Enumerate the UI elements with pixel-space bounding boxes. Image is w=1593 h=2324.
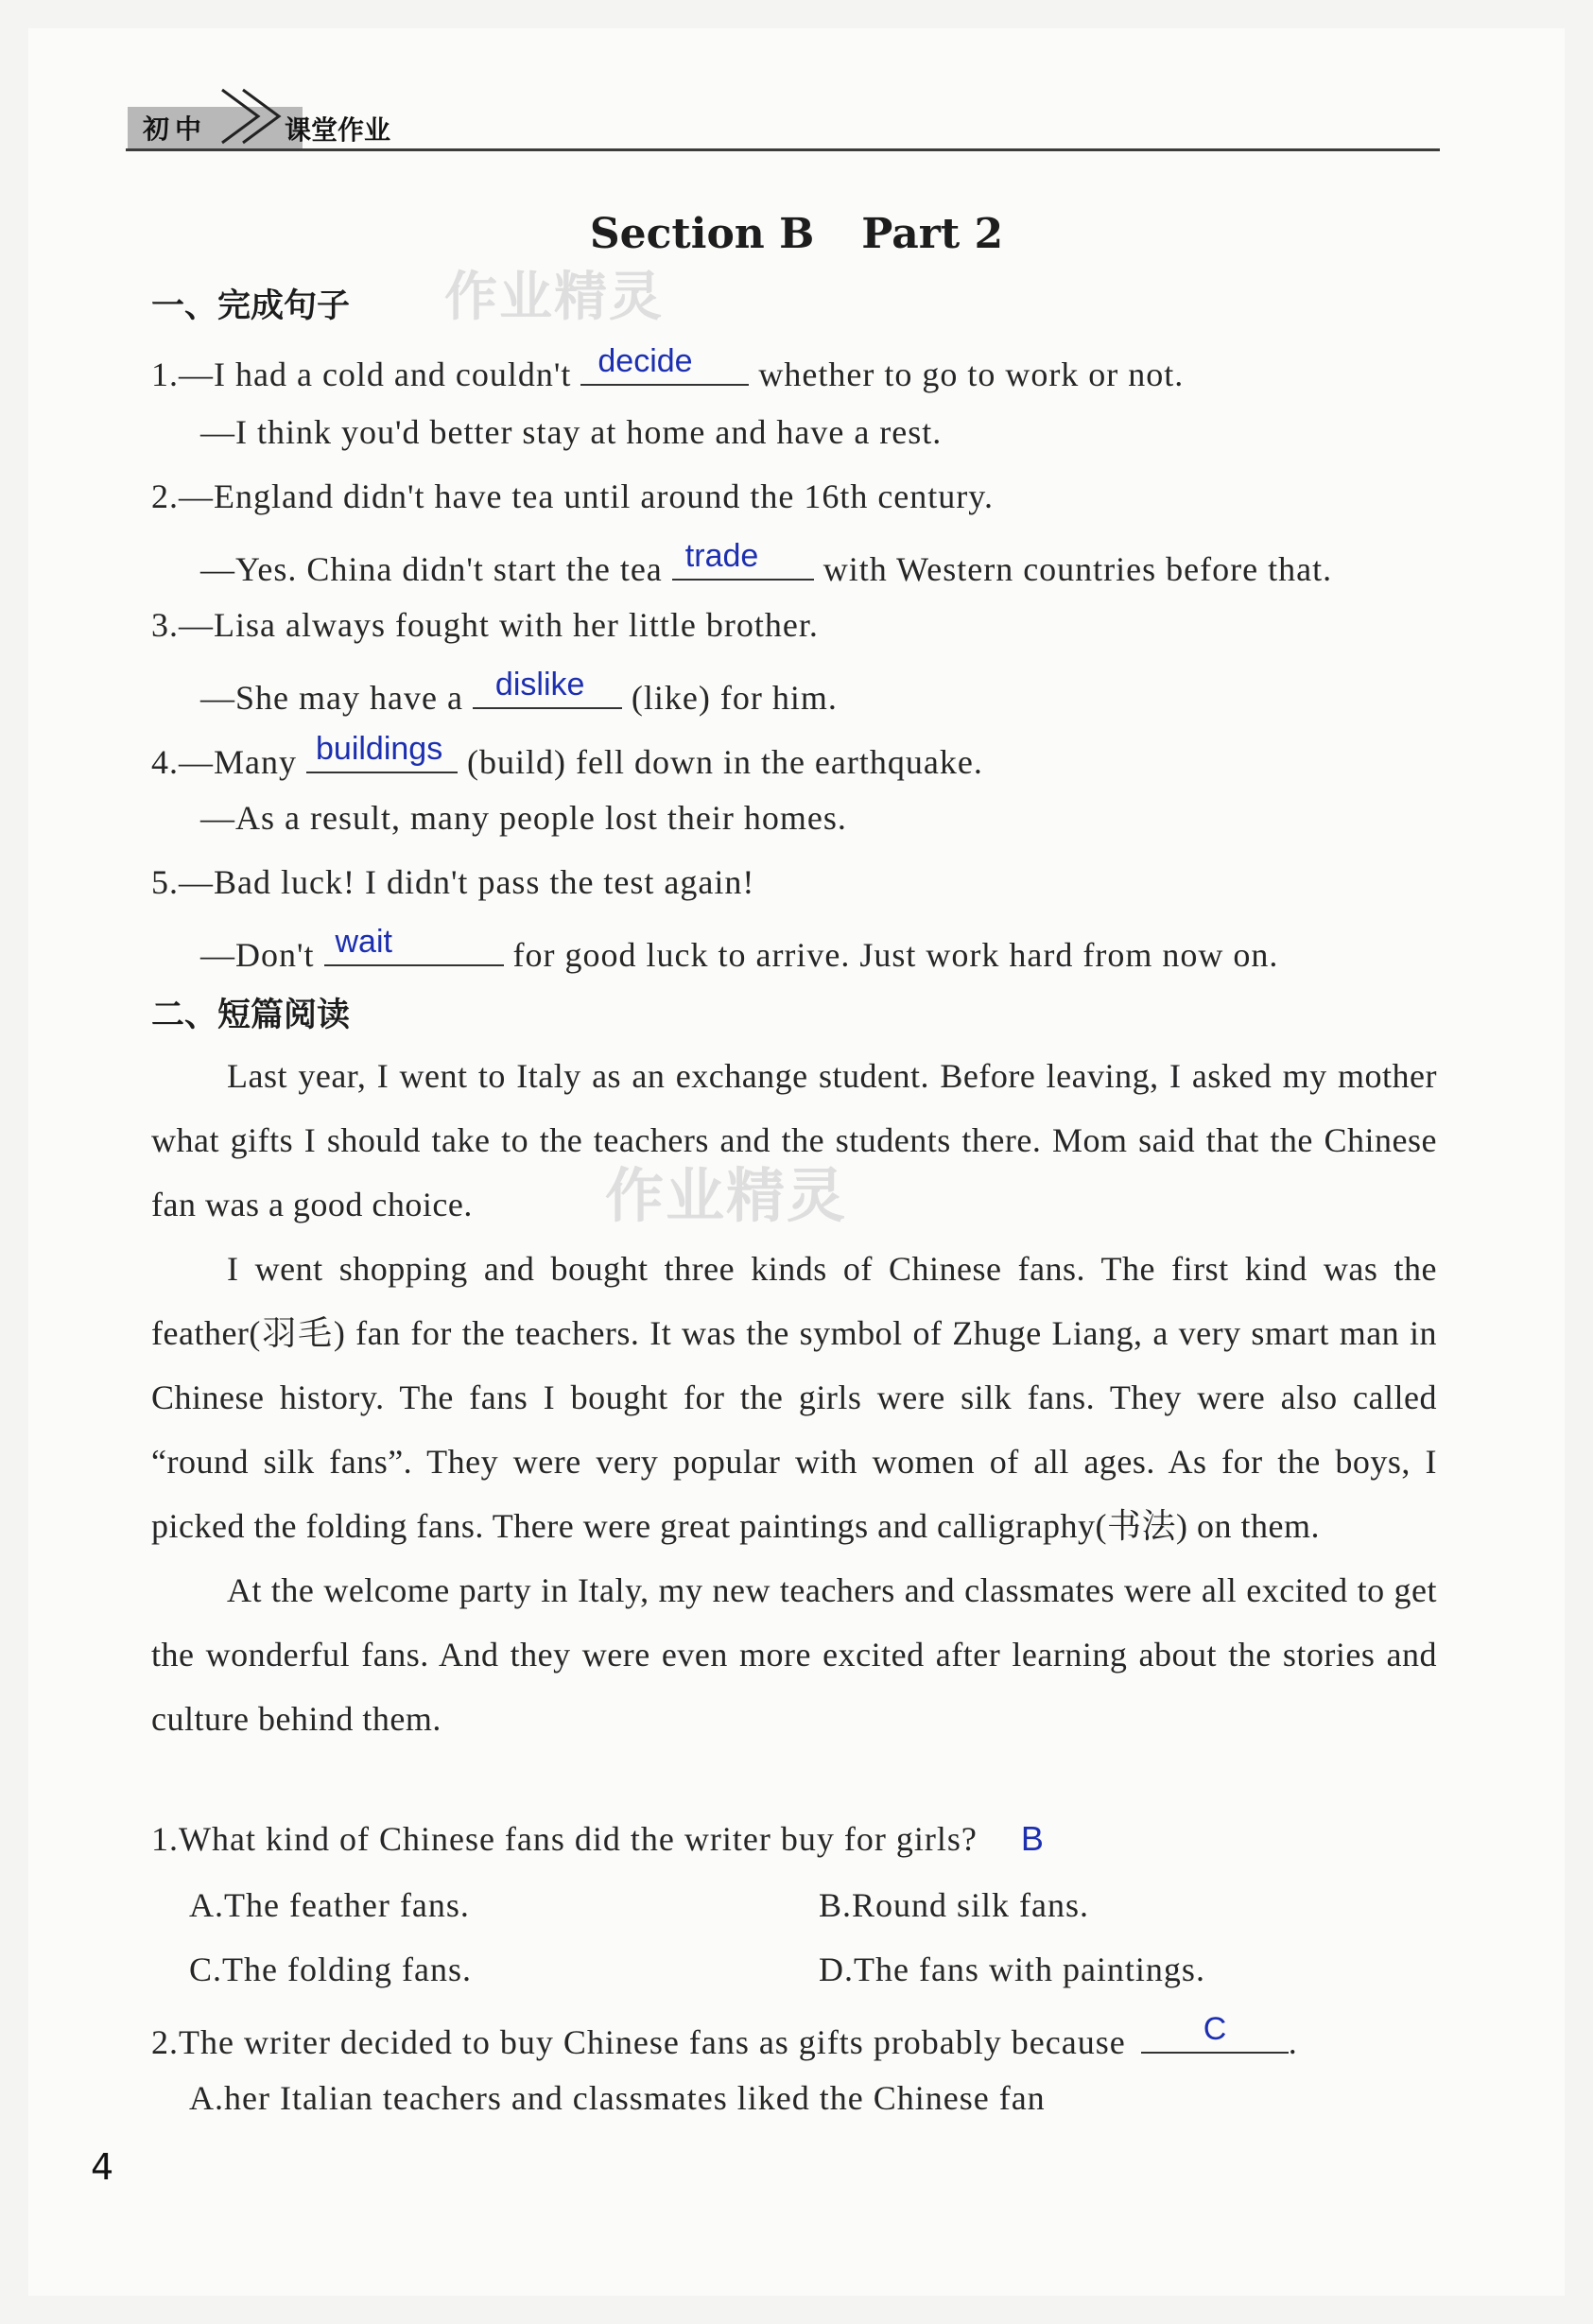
page-number: 4 [91,2146,114,2188]
reading-question-1 [151,1819,1045,1859]
question-5b [200,924,1279,975]
passage-paragraph-3: At the welcome party in Italy, my new teachers and classmates were all excited to get the wonderful fans. And they were even more excited after learning about the stories and culture behind them. [151,1571,1437,1738]
header-title: 课堂作业 [285,114,391,146]
answer-blank[interactable] [306,731,458,773]
answer-text: trade [684,538,759,574]
question-text: (like) for him. [621,679,838,717]
question-text: —She may have a [200,679,473,717]
question-3b [200,669,838,718]
reading-passage [151,1044,1437,1751]
answer-text: dislike [494,667,585,702]
option-1c: C.The folding fans. [189,1951,472,1988]
question-text: whether to go to work or not. [749,356,1185,393]
answer-blank[interactable] [1141,2011,1289,2054]
question-4b: —As a result, many people lost their homes. [200,799,847,837]
part2-heading: 二、短篇阅读 [151,997,351,1034]
question-text: 4.—Many [151,743,306,781]
answer-blank[interactable] [580,343,749,386]
option-1d: D.The fans with paintings. [819,1951,1205,1988]
passage-paragraph-2: I went shopping and bought three kinds of Chinese fans. The first kind was the feather(羽毛) fan for the teachers. It was the symbol of Zhuge Liang, a very smart man in Chinese history. The fans I bought for the girls were silk fans. They were also called “round silk fans”. They were very popular with women of all ages. As for the boys, I picked the folding fans. There were great paintings and calligraphy(书法) on them. [151,1250,1437,1545]
question-1a [151,343,1185,394]
question-4a [151,731,983,782]
question-text: —Don't [200,936,324,974]
section-title-b: Part 2 [861,210,1004,258]
question-text: —Yes. China didn't start the tea [200,550,672,588]
option-1b: B.Round silk fans. [819,1886,1090,1924]
answer-text: C [1203,2011,1227,2047]
answer-blank[interactable] [324,924,504,966]
option-2a: A.her Italian teachers and classmates liked the Chinese fan [189,2079,1046,2117]
watermark: 作业精灵 [605,1161,848,1230]
option-1a: A.The feather fans. [189,1886,470,1924]
header-divider [126,148,1440,151]
question-text: with Western countries before that. [813,550,1333,588]
question-3a: 3.—Lisa always fought with her little brother. [151,606,819,644]
answer-text: B [1020,1819,1045,1858]
question-text: (build) fell down in the earthquake. [458,743,983,781]
answer-text: decide [597,343,693,379]
page-header [126,90,1440,156]
question-text: for good luck to arrive. Just work hard from now on. [503,936,1279,974]
answer-blank[interactable] [672,538,814,581]
reading-question-2 [151,2011,1298,2062]
answer-blank[interactable] [473,669,622,709]
question-5a: 5.—Bad luck! I didn't pass the test again! [151,863,755,901]
section-title-a: Section B [589,210,815,258]
part1-heading: 一、完成句子 [151,287,351,325]
header-badge-text: 初中 [143,113,208,145]
section-title [0,210,1593,258]
answer-text: wait [335,924,392,960]
question-text: 1.What kind of Chinese fans did the writer buy for girls? [151,1820,978,1858]
question-2b [200,538,1333,589]
question-1b: —I think you'd better stay at home and have a rest. [200,413,943,451]
question-text: 1.—I had a cold and couldn't [151,356,581,393]
question-2a: 2.—England didn't have tea until around the 16th century. [151,477,994,515]
question-text: 2.The writer decided to buy Chinese fans as gifts probably because [151,2023,1126,2061]
watermark: 作业精灵 [444,267,664,328]
passage-paragraph-1: Last year, I went to Italy as an exchange student. Before leaving, I asked my mother what gifts I should take to the teachers and the students there. Mom said that the Chinese fan was a good choice. [151,1057,1437,1223]
answer-text: buildings [316,731,443,767]
question-text: . [1288,2023,1298,2061]
